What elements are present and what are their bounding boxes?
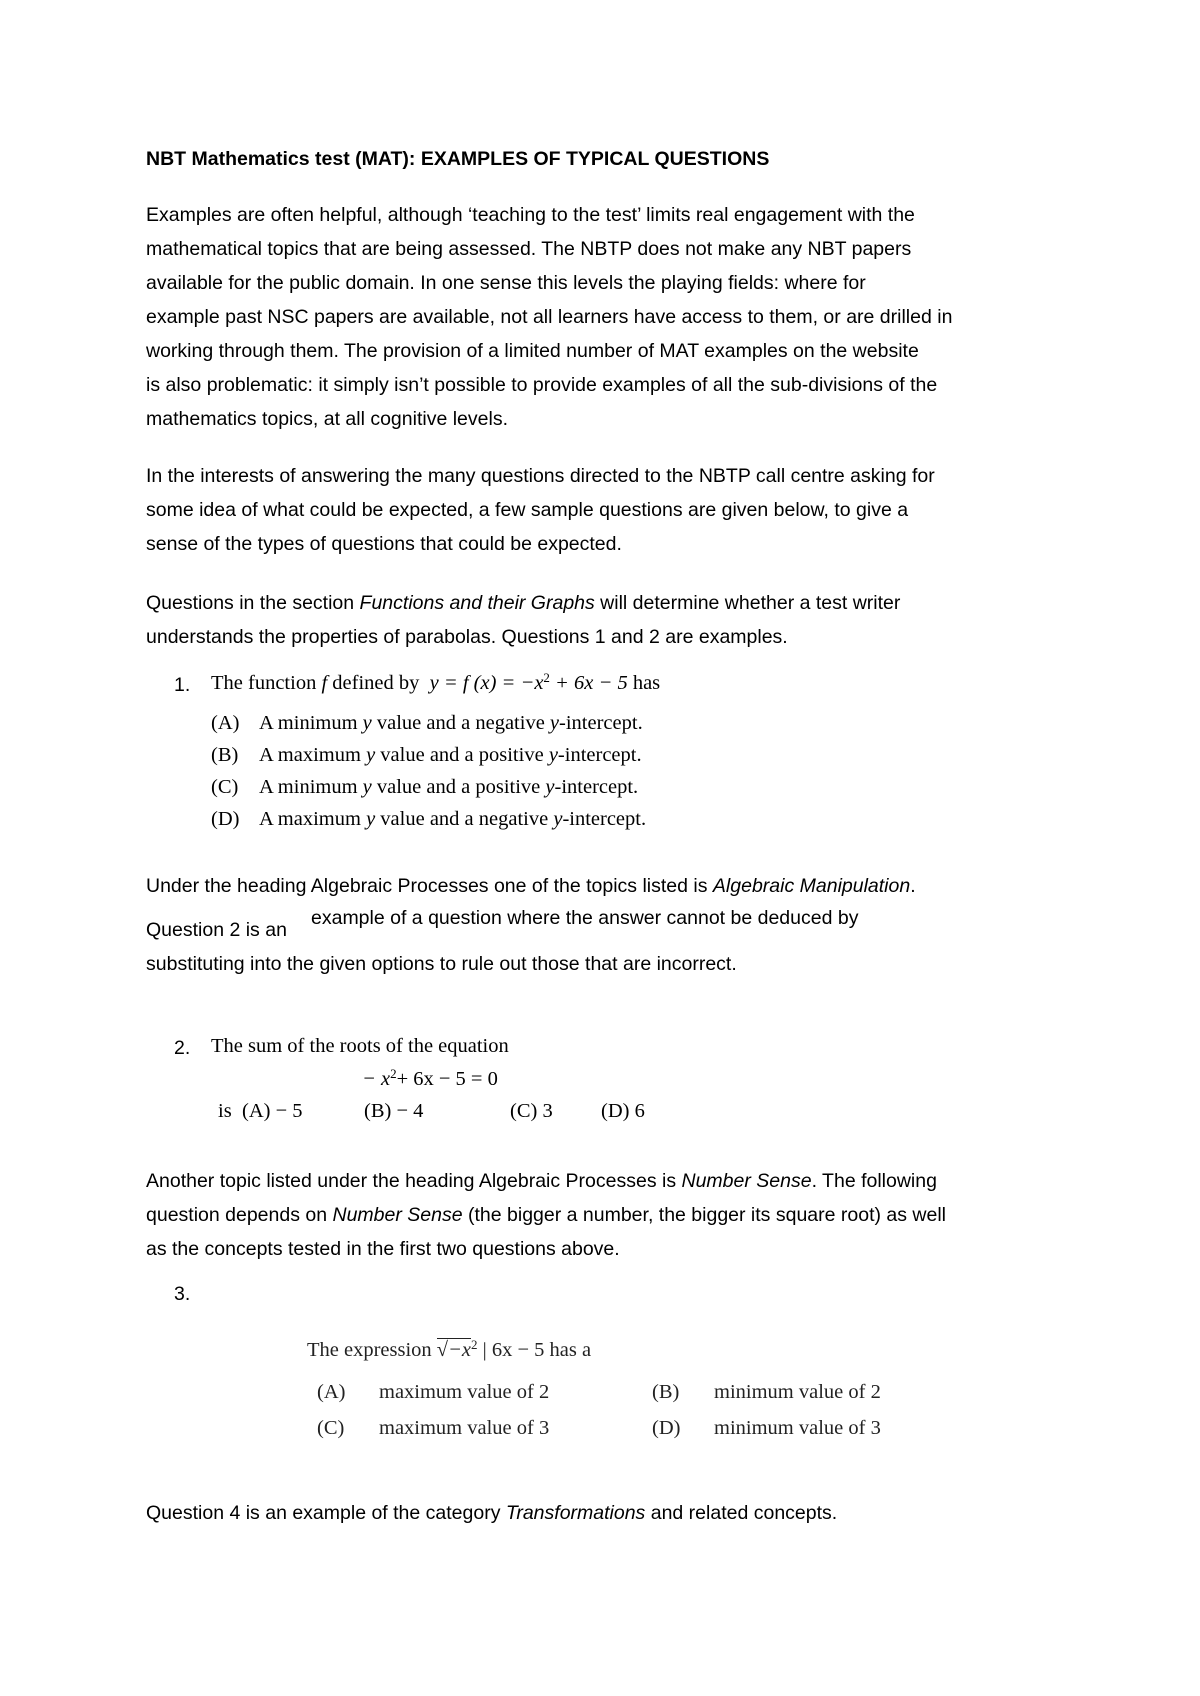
question-stem: The sum of the roots of the equation [211,1035,509,1057]
question-number: 2. [174,1037,191,1059]
interests-paragraph [146,459,1076,561]
intro-paragraph [146,198,1076,436]
option-c[interactable]: (C) maximum value of 3 [317,1417,550,1439]
intro-line: available for the public domain. In one sense this levels the playing fields: where for [146,272,866,294]
question-stem: The expression $√-x^2$ | 6x − 5 has a [307,1336,592,1361]
functions-line-1: Questions in the section Functions and their Graphs will determine whether a test writer [146,592,901,614]
option-a[interactable]: (A) A minimum y value and a negative y-intercept. [211,712,643,734]
number-sense-line-3: as the concepts tested in the first two questions above. [146,1238,620,1260]
question-stem: The function f defined by y = f $(x) = -x^2 + 6x - 5$ has [211,669,661,694]
option-b[interactable]: (B) A maximum y value and a positive y-intercept. [211,744,642,766]
algebra-line-2b: example of a question where the answer cannot be deduced by [311,907,859,929]
intro-line: working through them. The provision of a limited number of MAT examples on the website [146,340,919,362]
number-sense-paragraph [146,1164,1076,1266]
option-d[interactable]: (D) minimum value of 3 [652,1417,881,1439]
interests-line: some idea of what could be expected, a few sample questions are given below, to give a [146,499,909,521]
interests-line: In the interests of answering the many questions directed to the NBTP call centre asking for [146,465,935,487]
intro-line: mathematical topics that are being assessed. The NBTP does not make any NBT papers [146,238,912,260]
option-b[interactable]: (B) minimum value of 2 [652,1381,881,1403]
algebra-line-2a: Question 2 is an [146,919,287,941]
question-number: 3. [174,1283,191,1305]
intro-line: Examples are often helpful, although ‘teaching to the test’ limits real engagement with the [146,204,915,226]
option-d[interactable]: (D) 6 [601,1100,645,1122]
interests-line: sense of the types of questions that could be expected. [146,533,622,555]
option-c[interactable]: (C) A minimum y value and a positive y-intercept. [211,776,639,798]
intro-line: mathematics topics, at all cognitive levels. [146,408,508,430]
functions-paragraph [146,586,1076,654]
intro-line: example past NSC papers are available, not all learners have access to them, or are drilled in [146,306,953,328]
option-c[interactable]: (C) 3 [510,1100,553,1122]
intro-line: is also problematic: it simply isn’t possible to provide examples of all the sub-divisions of the [146,374,938,396]
equation: − $x^2+ 6x - 5 = 0$ [362,1065,498,1090]
option-b[interactable]: (B) − 4 [364,1100,424,1122]
option-a[interactable]: (A) − 5 [242,1100,303,1122]
functions-line-2: understands the properties of parabolas. Questions 1 and 2 are examples. [146,626,788,648]
option-d[interactable]: (D) A maximum y value and a negative y-intercept. [211,808,647,830]
radical-expression: √−x [436,1339,471,1361]
question-number: 1. [174,674,191,696]
algebra-line-1: Under the heading Algebraic Processes one of the topics listed is Algebraic Manipulation. [146,875,916,897]
options-prefix: is [218,1100,232,1122]
transformations-line: Question 4 is an example of the category Transformations and related concepts. [146,1502,838,1524]
option-a[interactable]: (A) maximum value of 2 [317,1381,550,1403]
number-sense-line-2: question depends on Number Sense (the bigger a number, the bigger its square root) as well [146,1204,947,1226]
algebra-line-3: substituting into the given options to rule out those that are incorrect. [146,953,737,975]
number-sense-line-1: Another topic listed under the heading Algebraic Processes is Number Sense. The following [146,1170,937,1192]
document-title: NBT Mathematics test (MAT): EXAMPLES OF TYPICAL QUESTIONS [146,148,770,170]
